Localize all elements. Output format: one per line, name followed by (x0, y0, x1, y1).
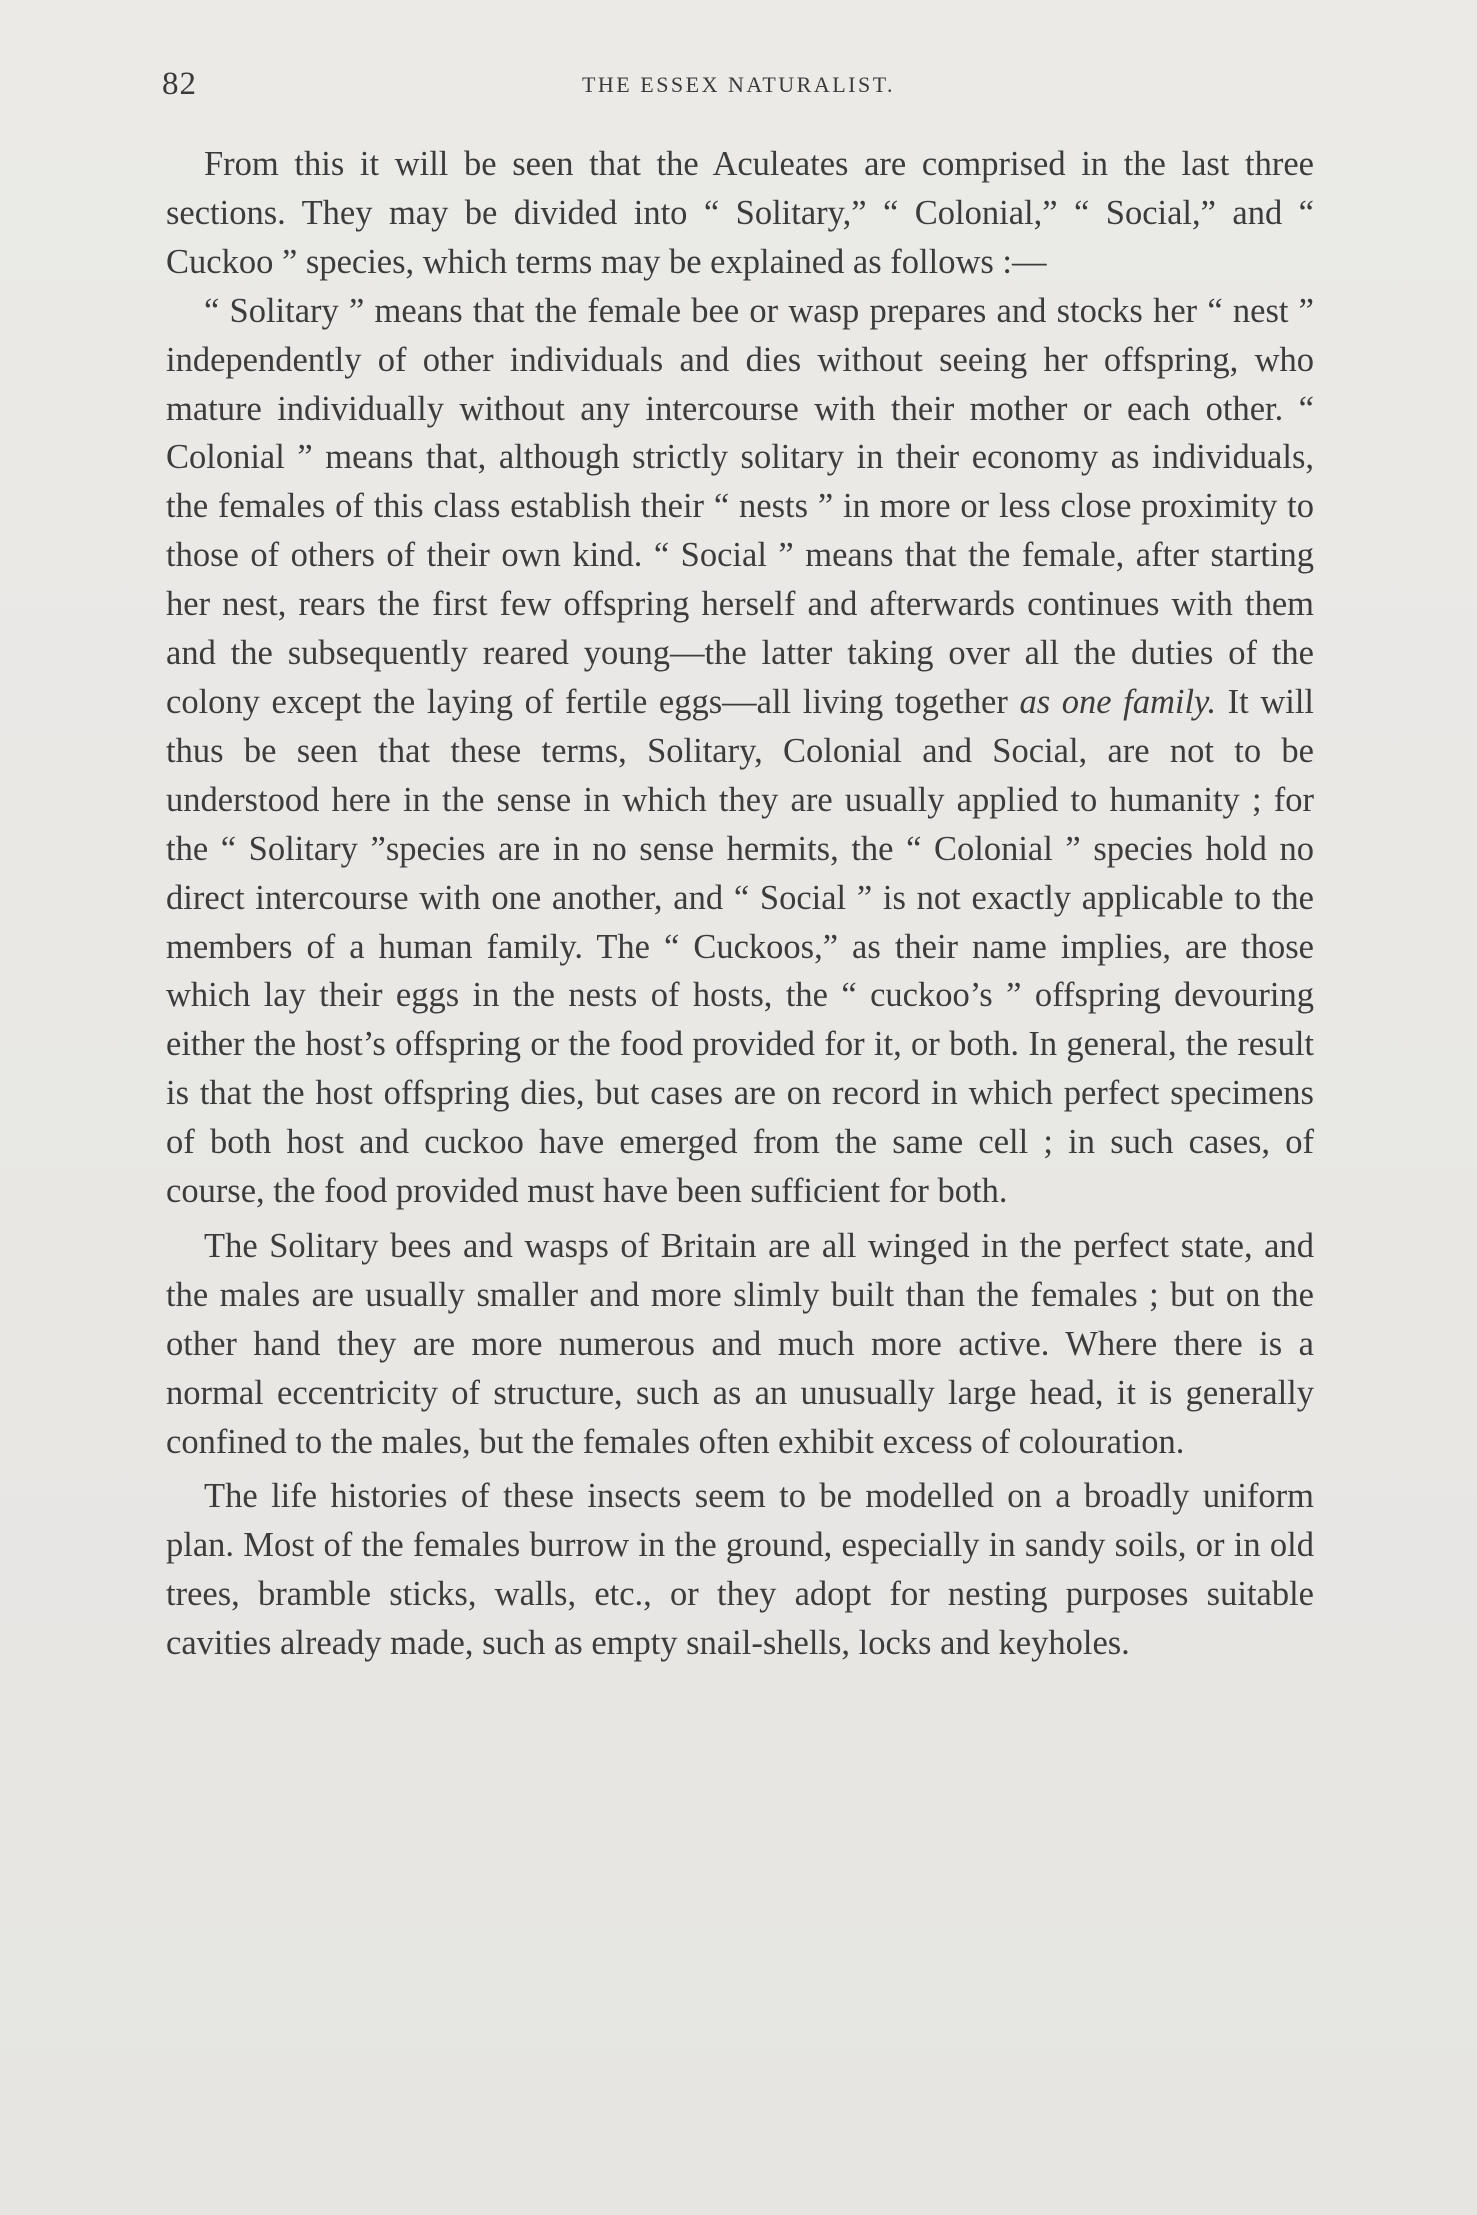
paragraph-life-histories: The life histories of these insects seem to be modelled on a broadly uniform plan. Most of the females burrow in the ground, especially in sandy soils, or in old trees, bramble sticks, walls, etc., or they adopt for nesting purposes suitable cavities already made, such as empty snail-shells, locks and keyholes. (166, 1477, 1314, 1663)
definitions-text-end: It will thus be seen that these terms, Solitary, Colonial and Social, are not to be understood here in the sense in which they are usually applied to humanity ; for the “ Solitary ”species are in no sense hermits, the “ Colonial ” species hold no direct intercourse with one another, and “ Social ” is not exactly applicable to the members of a human family. The “ Cuckoos,” as their name implies, are those which lay their eggs in the nests of hosts, the “ cuckoo’s ” offspring devouring either the host’s offspring or the food provided for it, or both. In general, the result is that the host offspring dies, but cases are on record in which perfect specimens of both host and cuckoo have emerged from the same cell ; in such cases, of course, the food provided must have been sufficient for both. (166, 682, 1314, 1211)
paragraph-aculeates-intro: From this it will be seen that the Aculeates are comprised in the last three sections. They may be divided into “ Solitary,” “ Colonial,” “ Social,” and “ Cuckoo ” species, which terms may be explained as follows :— (166, 145, 1314, 281)
paragraph-definitions (166, 287, 1314, 1216)
paragraph-solitary-bees: The Solitary bees and wasps of Britain are all winged in the perfect state, and the males are usually smaller and more slimly built than the females ; but on the other hand they are more numerous and much more active. Where there is a normal eccentricity of structure, such as an unusually large head, it is generally confined to the males, but the females often exhibit excess of colouration. (166, 1226, 1314, 1461)
running-head (162, 66, 1315, 106)
journal-title: THE ESSEX NATURALIST. (581, 72, 896, 97)
page-number: 82 (162, 66, 197, 102)
italic-phrase: as one family. (1019, 682, 1217, 721)
body-text (166, 140, 1314, 1668)
definitions-text-start: “ Solitary ” means that the female bee or wasp prepares and stocks her “ nest ” independently of other individuals and dies without seeing her offspring, who mature individually without any intercourse with their mother or each other. “ Colonial ” means that, although strictly solitary in their economy as individuals, the females of this class establish their “ nests ” in more or less close proximity to those of others of their own kind. “ Social ” means that the female, after starting her nest, rears the first few offspring herself and afterwards continues with them and the subsequently reared young—the latter taking over all the duties of the colony except the laying of fertile eggs—all living together (166, 291, 1314, 721)
